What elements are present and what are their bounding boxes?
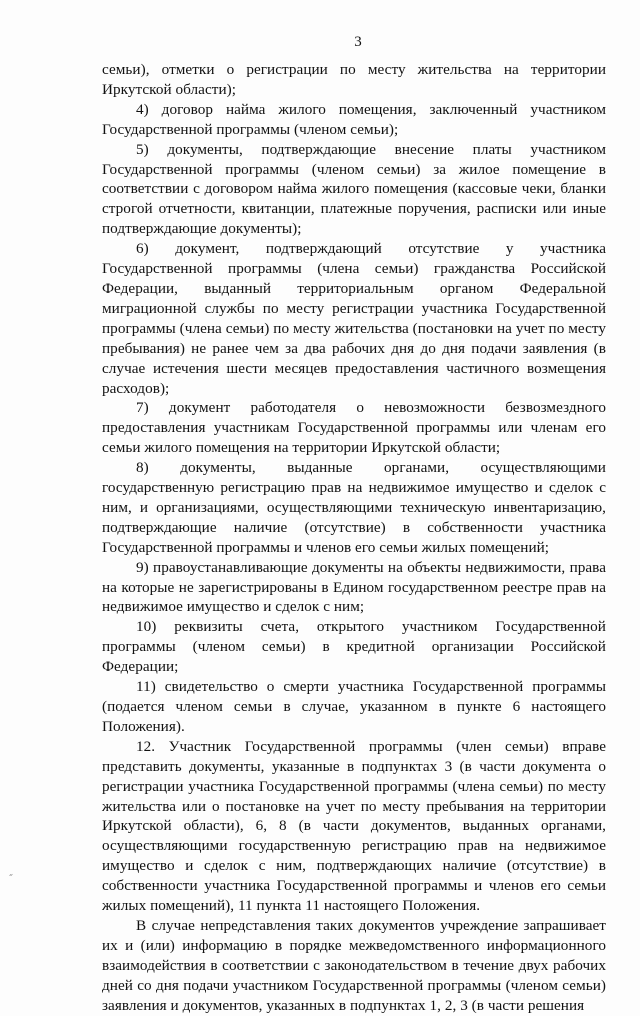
paragraph-section-12: 12. Участник Государственной программы (член семьи) вправе представить документы, указанные в подпунктах 3 (в части документа о регистрации участника Государственной программы (члена семьи) по месту жительства или о постановке на учет по месту пребывания на территории Иркутской области), 6, 8 (в части документов, выданных органами, осуществляющими государственную регистрацию прав на недвижимое имущество и сделок с ним, подтверждающих наличие (отсутствие) в собственности участника Государственной программы и членов его семьи жилых помещений), 11 пункта 11 настоящего Положения. <box>102 737 606 915</box>
paragraph-item-9: 9) правоустанавливающие документы на объекты недвижимости, права на которые не зарегистрированы в Едином государственном реестре прав на недвижимое имущество и сделок с ним; <box>102 558 606 616</box>
paragraph-item-7: 7) документ работодателя о невозможности безвозмездного предоставления участникам Государственной программы или членам его семьи жилого помещения на территории Иркутской области; <box>102 399 606 457</box>
paragraph-item-6: 6) документ, подтверждающий отсутствие у участника Государственной программы (члена семьи) гражданства Российской Федерации, выданный территориальным органом Федеральной миграционной службы по месту регистрации участника Государственной программы (члена семьи) по месту жительства (постановки на учет по месту пребывания) не ранее чем за два рабочих дня до дня подачи заявления (в случае истечения шести месяцев предоставления частичного возмещения расходов); <box>102 240 606 397</box>
page-number: 3 <box>354 34 362 50</box>
paragraph-continuation: семьи), отметки о регистрации по месту жительства на территории Иркутской области); <box>102 61 606 98</box>
paragraph-item-10: 10) реквизиты счета, открытого участником Государственной программы (членом семьи) в кредитной организации Российской Федерации; <box>102 618 606 676</box>
paragraph-item-4: 4) договор найма жилого помещения, заключенный участником Государственной программы (членом семьи); <box>102 100 606 138</box>
paragraph-item-8: 8) документы, выданные органами, осуществляющими государственную регистрацию прав на недвижимое имущество и сделок с ним, и организациями, осуществляющими техническую инвентаризацию, подтверждающие наличие (отсутствие) в собственности участника Государственной программы и членов его семьи жилых помещений; <box>102 459 606 556</box>
paragraph-non-submission: В случае непредставления таких документов учреждение запрашивает их и (или) информацию в порядке межведомственного информационного взаимодействия в соответствии с законодательством в течение двух рабочих дней со дня подачи участником Государственной программы (членом семьи) заявления и документов, указанных в подпунктах 1, 2, 3 (в части решения <box>102 916 606 1014</box>
paragraph-item-11: 11) свидетельство о смерти участника Государственной программы (подается членом семьи в случае, указанном в пункте 6 настоящего Положения). <box>102 678 606 735</box>
paragraph-item-5: 5) документы, подтверждающие внесение платы участником Государственной программы (членом семьи) за жилое помещение в соответствии с договором найма жилого помещения (кассовые чеки, бланки строгой отчетности, квитанции, платежные поручения, расписки или иные подтверждающие документы); <box>102 140 606 238</box>
scan-mark: ˷ <box>6 865 14 878</box>
